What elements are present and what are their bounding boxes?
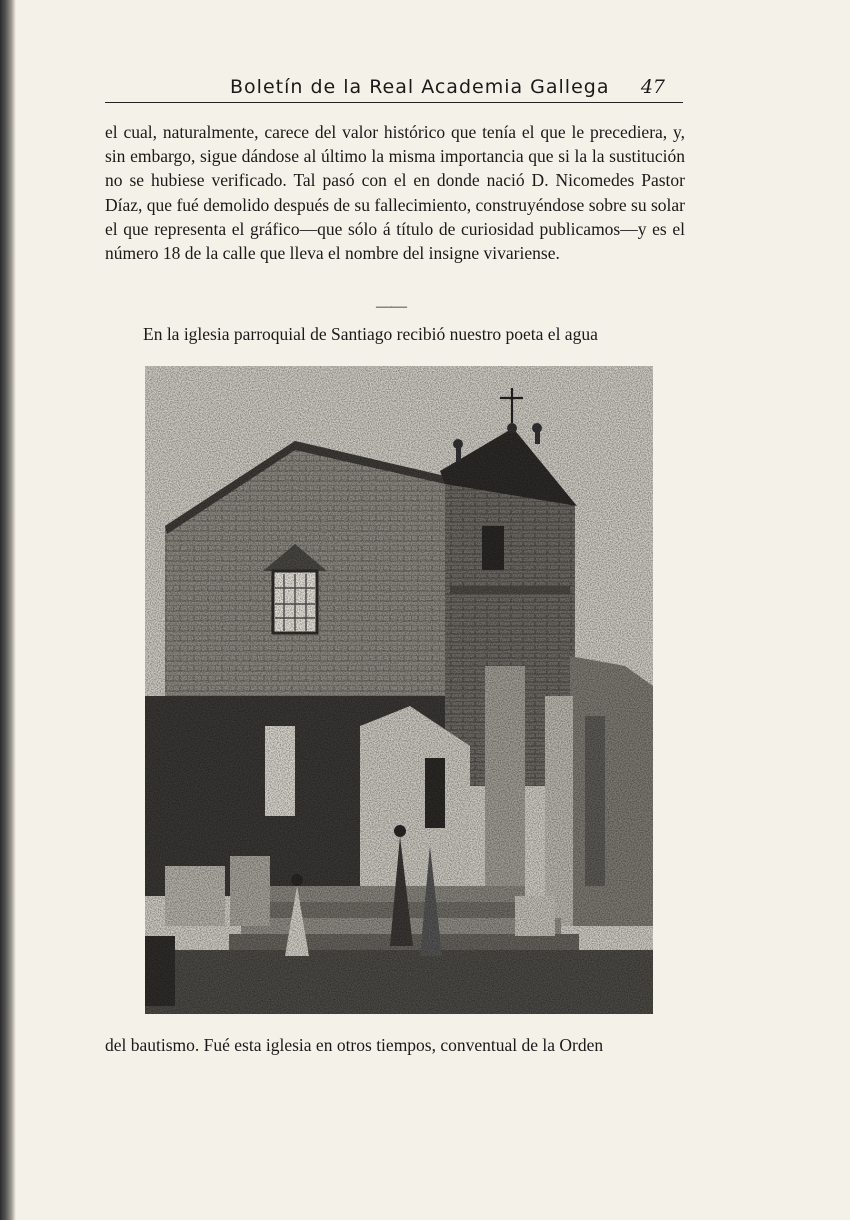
body-paragraph-2: En la iglesia parroquial de Santiago recibió nuestro poeta el agua — [143, 324, 598, 344]
section-separator: —— — [376, 298, 406, 315]
church-photograph — [145, 366, 653, 1014]
body-paragraph-1: el cual, naturalmente, carece del valor histórico que tenía el que le precediera, y, sin embargo, sigue dándose al último la misma importancia que si la la sustitución no se hubiese verificado. Tal pasó con el en donde nació D. Nicomedes Pastor Díaz, que fué demolido después de su fallecimiento, construyéndose sobre su solar el que representa el gráfico—que sólo á título de curiosidad publicamos—y es el número 18 de la calle que lleva el nombre del insigne vivariense. — [105, 122, 685, 264]
binding-edge — [0, 0, 16, 1220]
body-paragraph-3: del bautismo. Fué esta iglesia en otros tiempos, conventual de la Orden — [105, 1035, 604, 1055]
page-header — [105, 74, 683, 103]
page-number: 47 — [640, 76, 665, 98]
running-title: Boletín de la Real Academia Gallega — [230, 76, 610, 98]
